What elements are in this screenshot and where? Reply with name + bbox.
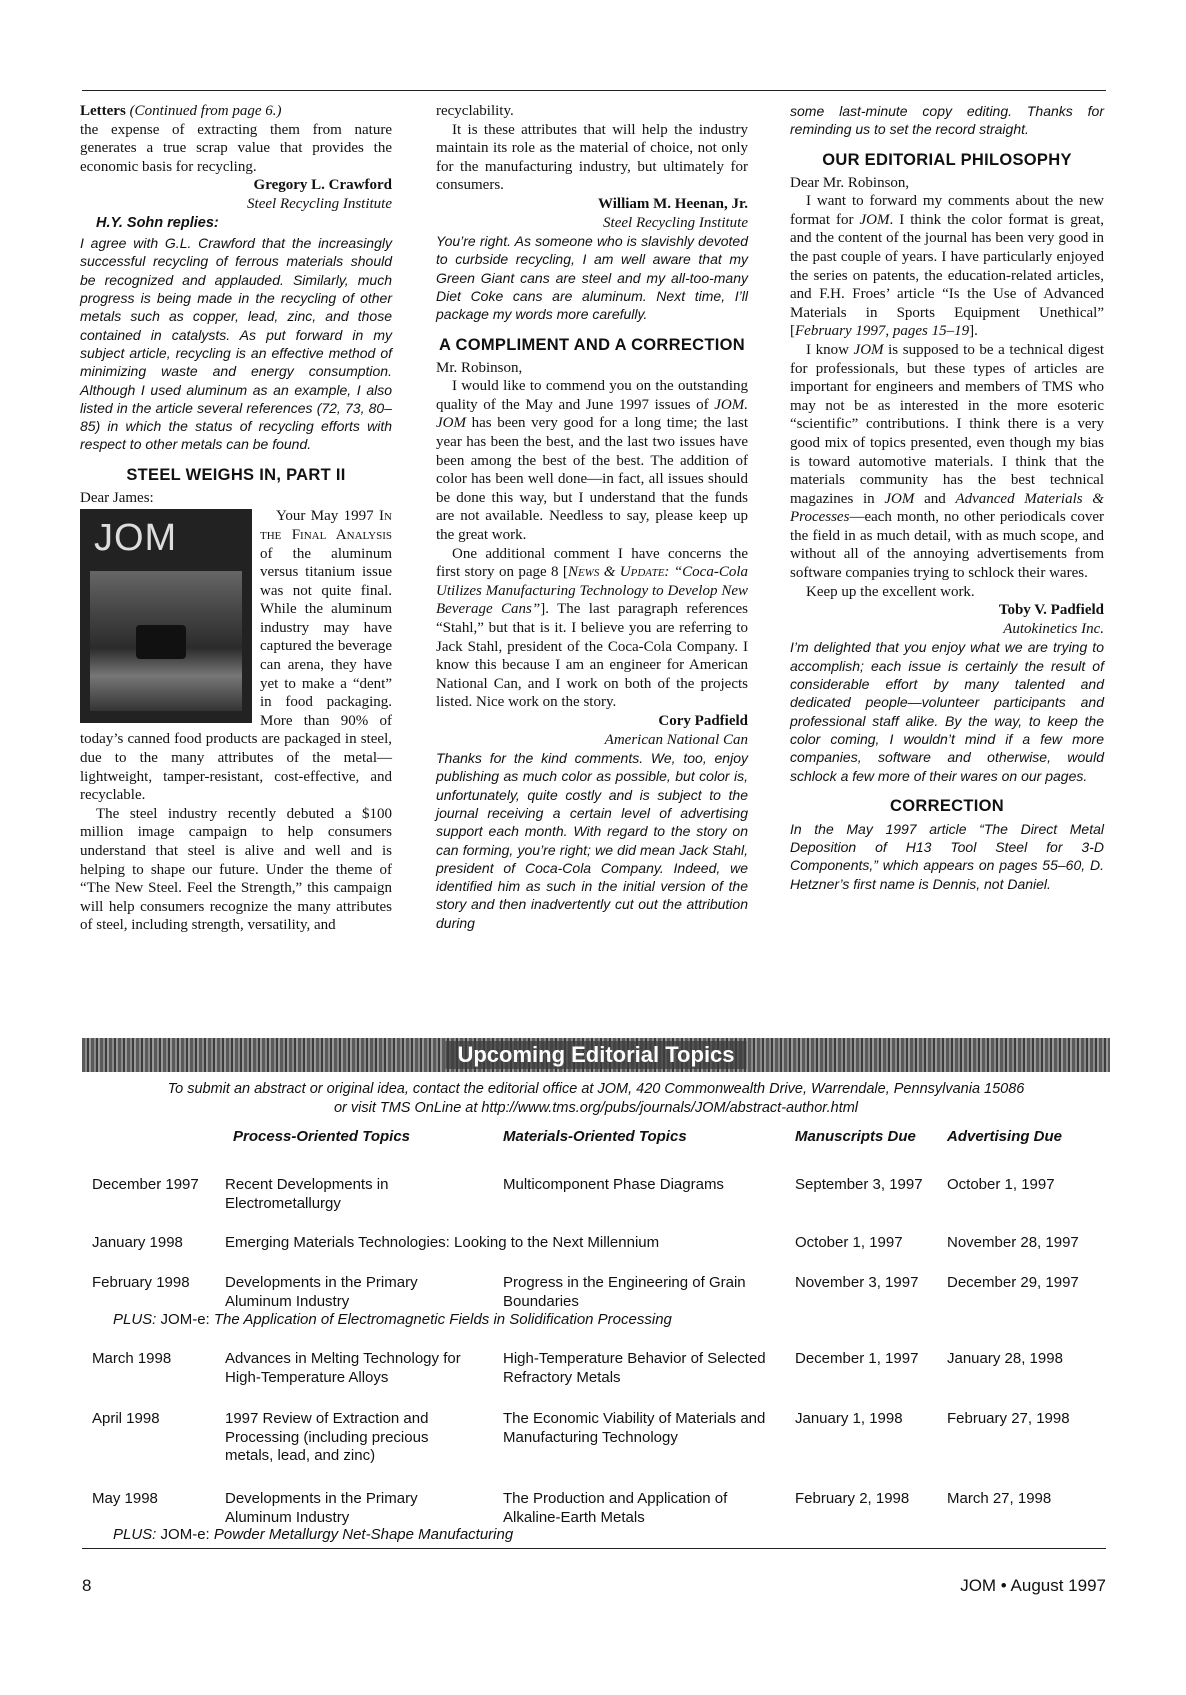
section-heading: STEEL WEIGHS IN, PART II <box>126 465 346 484</box>
letter-paragraph: I would like to commend you on the outstanding quality of the May and June 1997 issues of JOM. JOM has been very good for a long time; the last year has been the best, and the last two issues have been among the best of the best. The addition of color has been well done—in fact, all issues should be done this way, but I understand that the funds are not available. Needless to say, please keep up the great work. <box>436 378 748 543</box>
submit-instructions-line1: To submit an abstract or original idea, contact the editorial office at JOM, 420 Commonwealth Drive, Warrendale, Pennsylvania 15086 <box>167 1081 1025 1097</box>
correction-text: In the May 1997 article “The Direct Metal Deposition of H13 Tool Steel for 3-D Components,” which appears on pages 55–60, D. Hetzner’s first name is Dennis, not Daniel. <box>790 820 1104 892</box>
banner-title: Upcoming Editorial Topics <box>445 1041 746 1069</box>
affiliation: American National Can <box>604 731 748 748</box>
signature: Toby V. Padfield <box>998 602 1104 619</box>
editor-reply: I agree with G.L. Crawford that the increasingly successful recycling of ferrous materials should be recognized and applauded. Similarly, much progress is being made in the recycling of other metals such as copper, lead, zinc, and those contained in catalysts. As put forward in my subject article, recycling is an effective method of minimizing waste and energy consumption. Although I used aluminum as an example, I also listed in the article several references (72, 73, 80–85) in which the status of recycling efforts with respect to other metals can be found. <box>80 235 392 453</box>
header-manuscripts: Manuscripts Due <box>795 1128 916 1145</box>
editor-reply: You’re right. As someone who is slavishly devoted to curbside recycling, I am well aware that my Green Giant cans are steel and my all-too-many Diet Coke cans are aluminum. Next time, I’ll package my words more carefully. <box>436 233 748 323</box>
letter-paragraph: Keep up the excellent work. <box>806 583 975 600</box>
letter-paragraph: One additional comment I have concerns the first story on page 8 [News & Update: “Coca-Cola Utilizes Manufacturing Technology to Develop New Beverage Cans”]. The last paragraph references “Stahl,” but that is it. I believe you are referring to Jack Stahl, president of the Coca-Cola Company. I know this because I am an engineer for American National Can, and I work on both of the projects listed. Nice work on the story. <box>436 545 748 711</box>
section-heading: A COMPLIMENT AND A CORRECTION <box>439 335 745 354</box>
submit-instructions-line2: or visit TMS OnLine at http://www.tms.org/pubs/journals/JOM/abstract-author.html <box>333 1100 859 1116</box>
column-3 <box>790 102 1104 893</box>
reply-heading: H.Y. Sohn replies: <box>96 214 219 231</box>
cover-logo: JOM <box>94 517 178 560</box>
editor-reply: I’m delighted that you enjoy what we are trying to accomplish; each issue is certainly the result of considerable effort by many talented and dedicated people—volunteer participants and professional staff alike. By the way, to keep the color coming, I wouldn’t mind if a few more companies, software and otherwise, would schlock a few more of their wares on our pages. <box>790 639 1104 784</box>
letter-paragraph: recyclability. <box>436 103 514 119</box>
signature: Gregory L. Crawford <box>253 177 392 194</box>
section-heading: CORRECTION <box>890 796 1004 815</box>
plus-jome-line: PLUS: JOM-e: The Application of Electromagnetic Fields in Solidification Processing <box>113 1311 672 1328</box>
signature: William M. Heenan, Jr. <box>598 195 748 212</box>
page-number: 8 <box>82 1576 92 1595</box>
signature: Cory Padfield <box>658 712 748 729</box>
top-rule <box>82 90 1106 91</box>
header-materials: Materials-Oriented Topics <box>503 1128 687 1145</box>
journal-issue: JOM • August 1997 <box>960 1576 1106 1595</box>
affiliation: Steel Recycling Institute <box>603 214 748 231</box>
header-advertising: Advertising Due <box>947 1128 1063 1145</box>
letter-paragraph: I know JOM is supposed to be a technical digest for professionals, but these types of articles are important for engineers and members of TMS who may not be as interested in the more esoteric “scientific” contributions. I think there is a very good mix of topics presented, even though my bias is toward automotive materials. I think that the materials community has the best technical magazines in JOM and Advanced Materials & Processes—each month, no other periodicals cover the field in as much detail, with as much scope, and without all of the annoying advertisements from software companies trying to schlock their wares. <box>790 341 1104 582</box>
salutation: Dear James: <box>80 489 154 506</box>
editor-reply: some last-minute copy editing. Thanks for reminding us to set the record straight. <box>790 103 1104 138</box>
letter-paragraph: The steel industry recently debuted a $100 million image campaign to help consumers understand that steel is alive and well and is helping to shape our future. Under the theme of “The New Steel. Feel the Strength,” this campaign will help consumers recognize the many attributes of steel, including strength, versatility, and <box>80 805 392 934</box>
editor-reply: Thanks for the kind comments. We, too, enjoy publishing as much color as possible, but color is, unfortunately, quite costly and is subject to the journal receiving a certain level of advertising support each month. With regard to the story on can forming, you’re right; we did mean Jack Stahl, president of Coca-Cola Company. Indeed, we identified him as such in the initial version of the story and then inadvertently cut out the attribution during <box>436 750 748 931</box>
header-process: Process-Oriented Topics <box>233 1128 410 1145</box>
salutation: Mr. Robinson, <box>436 359 523 376</box>
letter-paragraph: I want to forward my comments about the new format for JOM. I think the color format is great, and the content of the journal has been very good in the past couple of years. I have particularly enjoyed the series on patents, the education-related articles, and F.H. Froes’ article “Is the Use of Advanced Materials in Sports Equipment Unethical” [February 1997, pages 15–19]. <box>790 193 1104 340</box>
letter-paragraph: It is these attributes that will help the industry maintain its role as the material of choice, not only for the manufacturing industry, but ultimately for consumers. <box>436 121 748 194</box>
letters-continued: Letters (Continued from page 6.) the expense of extracting them from nature generates a true scrap value that provides the economic basis for recycling. <box>80 103 392 175</box>
jom-cover-image <box>80 509 252 723</box>
affiliation: Steel Recycling Institute <box>247 195 392 212</box>
column-2 <box>436 102 748 932</box>
letter-paragraph: Your May 1997 In the Final Analysis of the aluminum versus titanium issue was not quite final. While the aluminum industry may have captured the beverage can arena, they have yet to make a “dent” in food packaging. More than 90% of today’s canned food products are packaged in steel, due to the many attributes of the metal—lightweight, tamper-resistant, cost-effective, and recyclable. <box>80 508 392 804</box>
editorial-topics-banner <box>82 1038 1110 1072</box>
affiliation: Autokinetics Inc. <box>1003 620 1104 637</box>
plus-jome-line: PLUS: JOM-e: Powder Metallurgy Net-Shape Manufacturing <box>113 1526 514 1543</box>
cover-photo <box>90 571 242 711</box>
salutation: Dear Mr. Robinson, <box>790 174 910 191</box>
section-heading: OUR EDITORIAL PHILOSOPHY <box>822 150 1072 169</box>
bottom-rule <box>82 1548 1106 1549</box>
